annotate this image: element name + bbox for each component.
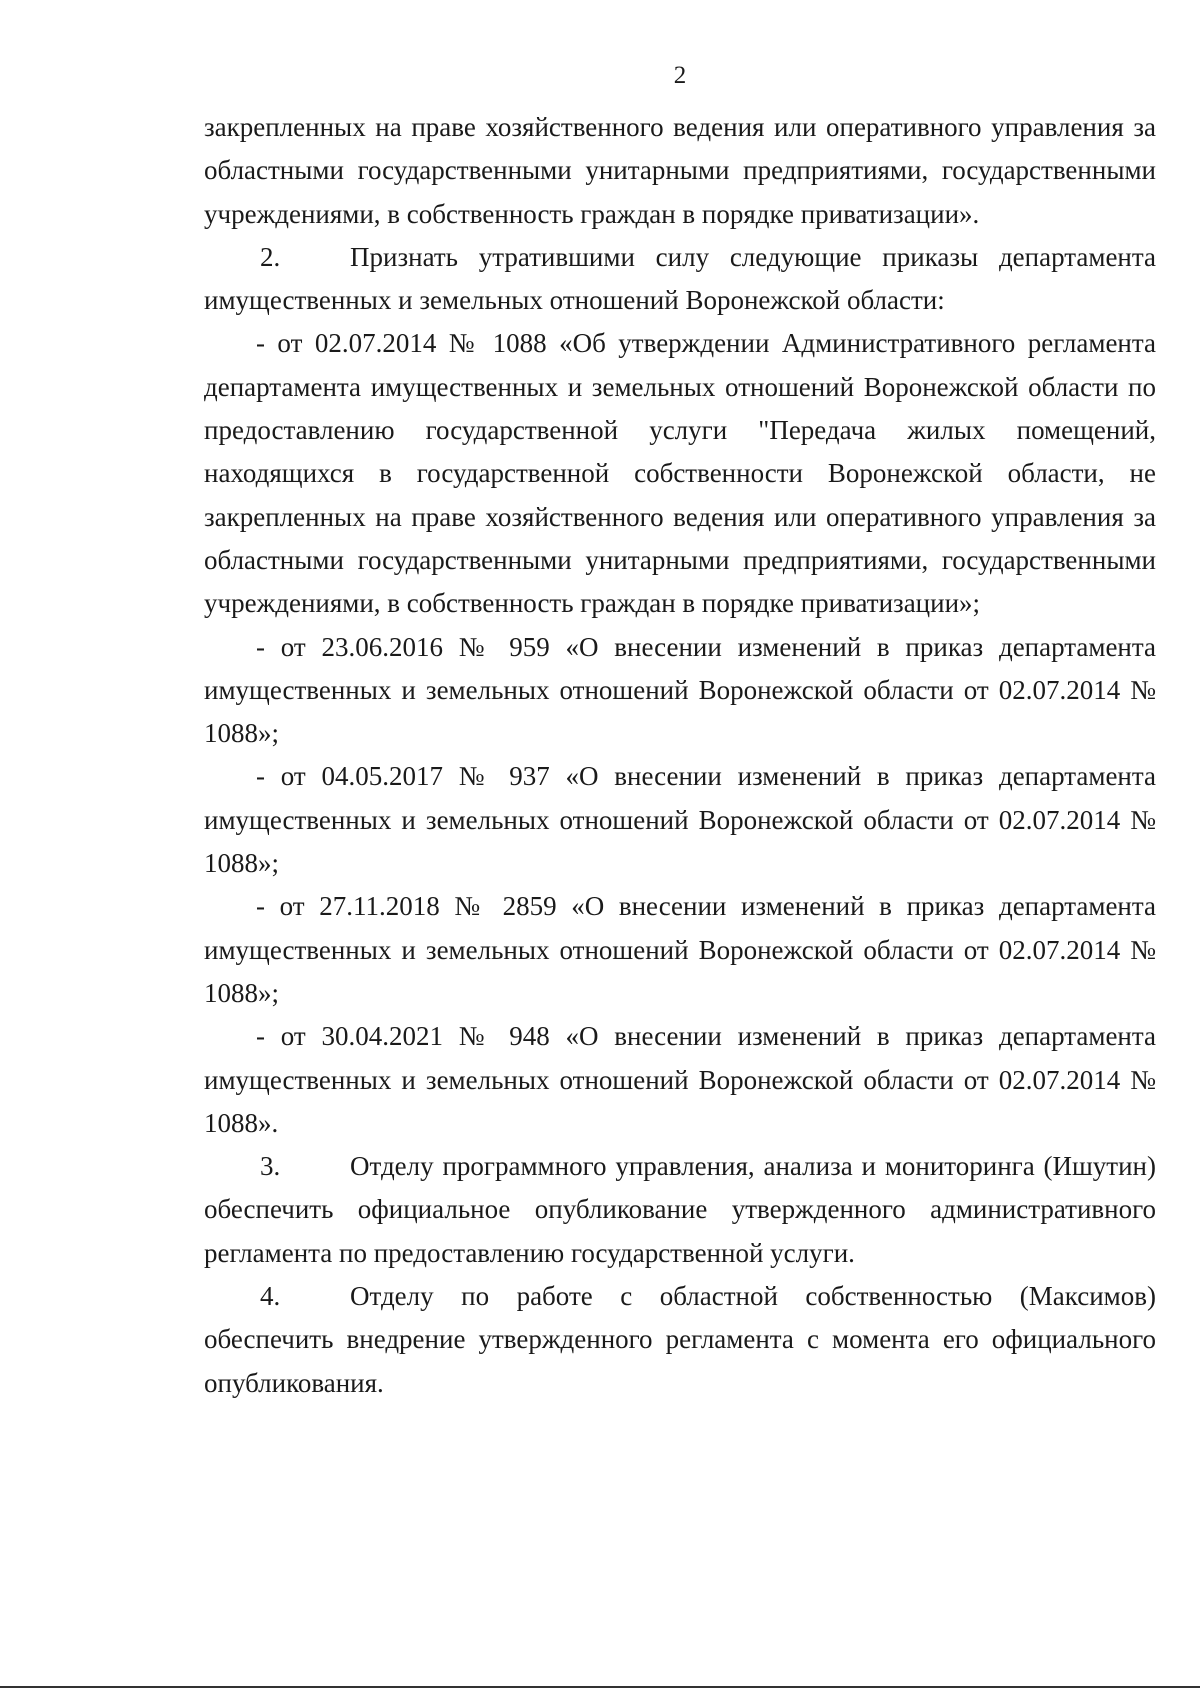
paragraph-order-2859 (204, 885, 1156, 1015)
paragraph-item-3 (204, 1145, 1156, 1275)
paragraph-order-959 (204, 626, 1156, 756)
item-number: 4. (260, 1281, 281, 1312)
paragraph-text: Отделу по работе с областной собственностью (Максимов) обеспечить внедрение утвержденного регламента с момента его официального опубликования. (204, 1281, 1156, 1398)
paragraph-item-4 (204, 1275, 1156, 1405)
paragraph-continuation (204, 106, 1156, 236)
document-body (204, 106, 1156, 1405)
paragraph-text: - от 02.07.2014 № 1088 «Об утверждении Административного регламента департамента имущественных и земельных отношений Воронежской области по предоставлению государственной услуги "Передача жилых помещений, находящихся в государственной собственности Воронежской области, не закрепленных на праве хозяйственного ведения или оперативного управления за областными государственными унитарными предприятиями, государственными учреждениями, в собственность граждан в порядке приватизации»; (204, 328, 1156, 619)
page-bottom-edge-line (0, 1686, 1200, 1688)
paragraph-text: Отделу программного управления, анализа и мониторинга (Ишутин) обеспечить официальное опубликование утвержденного административного регламента по предоставлению государственной услуги. (204, 1151, 1156, 1268)
paragraph-text: - от 04.05.2017 № 937 «О внесении изменений в приказ департамента имущественных и земельных отношений Воронежской области от 02.07.2014 № 1088»; (204, 761, 1156, 879)
item-number: 3. (260, 1151, 281, 1182)
paragraph-text: - от 23.06.2016 № 959 «О внесении изменений в приказ департамента имущественных и земельных отношений Воронежской области от 02.07.2014 № 1088»; (204, 631, 1156, 749)
page-number: 2 (673, 62, 687, 89)
paragraph-text: закрепленных на праве хозяйственного ведения или оперативного управления за областными государственными унитарными предприятиями, государственными учреждениями, в собственность граждан в порядке приватизации». (204, 112, 1156, 229)
paragraph-text: Признать утратившими силу следующие приказы департамента имущественных и земельных отношений Воронежской области: (204, 241, 1156, 316)
paragraph-order-1088 (204, 322, 1156, 625)
paragraph-text: - от 30.04.2021 № 948 «О внесении изменений в приказ департамента имущественных и земельных отношений Воронежской области от 02.07.2014 № 1088». (204, 1021, 1156, 1138)
paragraph-order-937 (204, 755, 1156, 885)
item-number: 2. (260, 241, 281, 272)
paragraph-order-948 (204, 1015, 1156, 1145)
paragraph-text: - от 27.11.2018 № 2859 «О внесении изменений в приказ департамента имущественных и земельных отношений Воронежской области от 02.07.2014 № 1088»; (204, 891, 1156, 1008)
paragraph-item-2 (204, 236, 1156, 323)
